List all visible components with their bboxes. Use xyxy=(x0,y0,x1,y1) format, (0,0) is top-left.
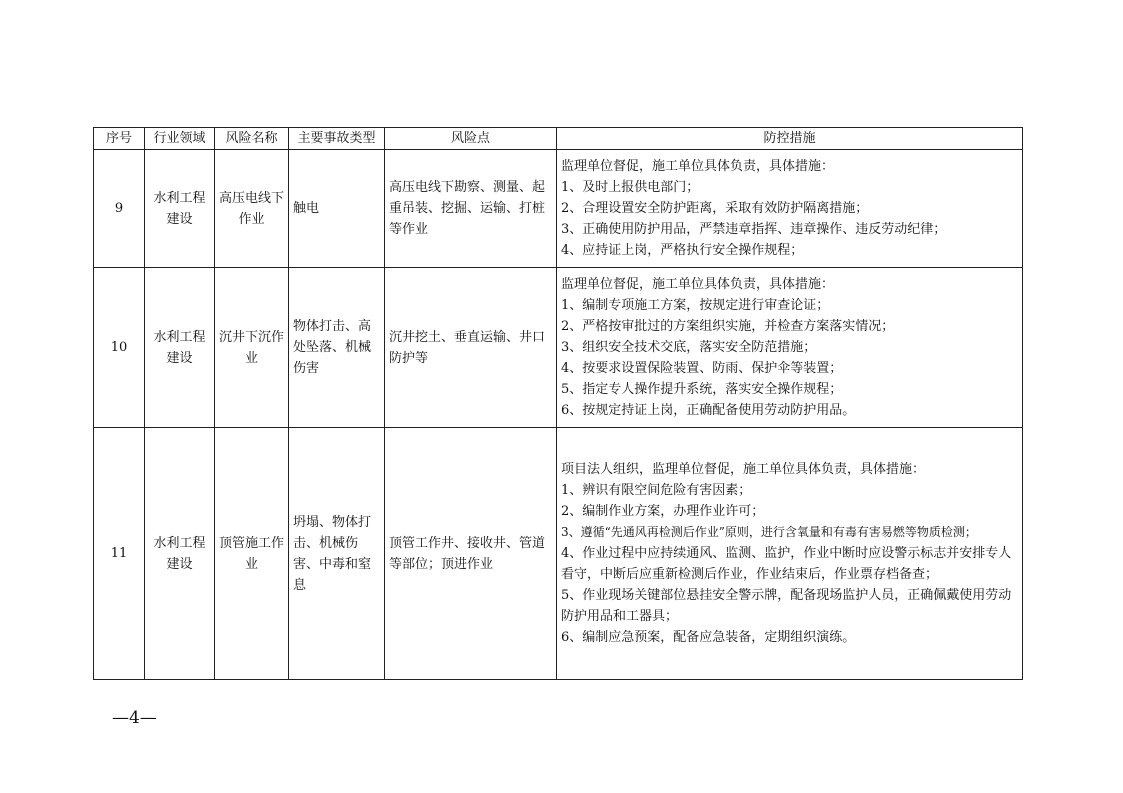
cell-risk-name: 沉井下沉作业 xyxy=(215,268,289,428)
measure-line: 3、组织安全技术交底，落实安全防范措施； xyxy=(561,340,817,355)
cell-measures xyxy=(557,268,1023,428)
cell-risk-point: 沉井挖土、垂直运输、井口防护等 xyxy=(385,268,557,428)
table-row xyxy=(94,150,1023,268)
cell-risk-name: 顶管施工作业 xyxy=(215,428,289,680)
cell-risk-point: 高压电线下勘察、测量、起重吊装、挖掘、运输、打桩等作业 xyxy=(385,150,557,268)
measure-line: 1、及时上报供电部门； xyxy=(561,180,700,195)
risk-control-table xyxy=(93,127,1023,680)
cell-industry: 水利工程建设 xyxy=(145,150,215,268)
measure-line: 监理单位督促，施工单位具体负责，具体措施： xyxy=(561,277,835,292)
cell-no: 9 xyxy=(94,150,145,268)
measure-line: 1、辨识有限空间危险有害因素； xyxy=(561,483,752,498)
cell-industry: 水利工程建设 xyxy=(145,428,215,680)
header-accident-type: 主要事故类型 xyxy=(289,128,385,150)
measure-line: 6、编制应急预案，配备应急装备，定期组织演练。 xyxy=(561,630,856,645)
header-industry: 行业领域 xyxy=(145,128,215,150)
measure-line: 2、编制作业方案，办理作业许可； xyxy=(561,504,765,519)
header-risk-name: 风险名称 xyxy=(215,128,289,150)
cell-accident-type: 触电 xyxy=(289,150,385,268)
measure-line: 2、严格按审批过的方案组织实施，并检查方案落实情况； xyxy=(561,319,895,334)
measure-line: 2、合理设置安全防护距离，采取有效防护隔离措施； xyxy=(561,201,869,216)
measure-line: 5、指定专人操作提升系统，落实安全操作规程； xyxy=(561,382,843,397)
header-measures: 防控措施 xyxy=(557,128,1023,150)
measure-line: 4、按要求设置保险装置、防雨、保护伞等装置； xyxy=(561,361,843,376)
cell-risk-point: 顶管工作井、接收井、管道等部位；顶进作业 xyxy=(385,428,557,680)
cell-accident-type: 物体打击、高处坠落、机械伤害 xyxy=(289,268,385,428)
measure-line: 4、作业过程中应持续通风、监测、监护，作业中断时应设警示标志并安排专人看守，中断后应重新检测后作业，作业结束后，作业票存档备查； xyxy=(561,546,1012,582)
measure-line: 3、遵循“先通风再检测后作业”原则，进行含氧量和有毒有害易燃等物质检测； xyxy=(561,525,977,539)
risk-table-container xyxy=(93,127,1022,680)
table-row xyxy=(94,428,1023,680)
cell-risk-name: 高压电线下作业 xyxy=(215,150,289,268)
cell-measures xyxy=(557,428,1023,680)
table-row xyxy=(94,268,1023,428)
measure-line: 监理单位督促，施工单位具体负责，具体措施： xyxy=(561,159,835,174)
table-header-row xyxy=(94,128,1023,150)
measure-line: 6、按规定持证上岗，正确配备使用劳动防护用品。 xyxy=(561,403,856,418)
header-no: 序号 xyxy=(94,128,145,150)
measure-line: 4、应持证上岗，严格执行安全操作规程； xyxy=(561,243,804,258)
cell-no: 10 xyxy=(94,268,145,428)
measure-line: 项目法人组织，监理单位督促，施工单位具体负责，具体措施： xyxy=(561,462,926,477)
cell-industry: 水利工程建设 xyxy=(145,268,215,428)
cell-measures xyxy=(557,150,1023,268)
cell-accident-type: 坍塌、物体打击、机械伤害、中毒和窒息 xyxy=(289,428,385,680)
measure-line: 3、正确使用防护用品，严禁违章指挥、违章操作、违反劳动纪律； xyxy=(561,222,947,237)
measure-line: 1、编制专项施工方案，按规定进行审查论证； xyxy=(561,298,830,313)
measure-line: 5、作业现场关键部位悬挂安全警示牌，配备现场监护人员，正确佩戴使用劳动防护用品和工器具； xyxy=(561,588,1012,624)
cell-no: 11 xyxy=(94,428,145,680)
page-number: —4— xyxy=(112,708,157,728)
header-risk-point: 风险点 xyxy=(385,128,557,150)
